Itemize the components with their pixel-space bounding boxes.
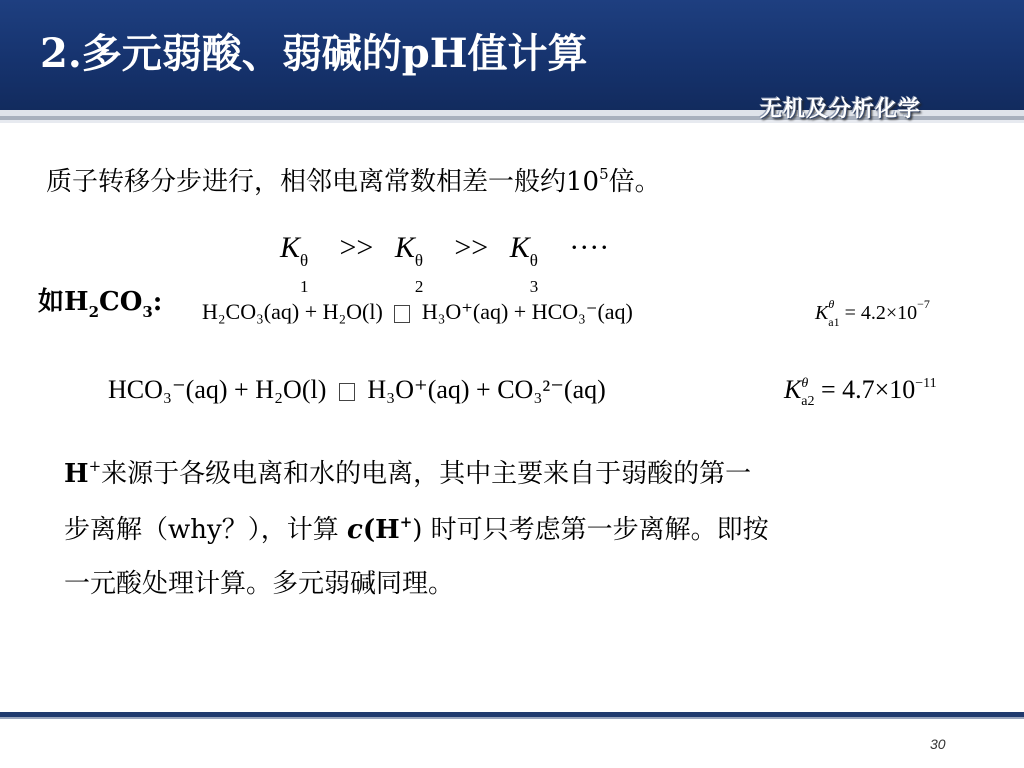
- eq1-k-theta: θ: [828, 297, 835, 311]
- gg-operator-1: >>: [339, 231, 374, 264]
- paragraph-line-1-text: 来源于各级电离和水的电离，其中主要来自于弱酸的第一: [101, 459, 752, 489]
- k1-sub: 1: [300, 277, 309, 296]
- eq1-k-value: = 4.2×10: [844, 302, 918, 324]
- equilibrium-arrow-icon: [394, 305, 410, 323]
- paragraph-line-2-plus: +: [399, 513, 413, 531]
- ellipsis: ····: [569, 231, 610, 264]
- eq2-k-symbol: K: [784, 375, 802, 404]
- equilibrium-arrow-icon: [339, 383, 355, 401]
- eq1-k-sub: a1: [828, 315, 840, 329]
- intro-text: 质子转移分步进行，相邻电离常数相差一般约10: [46, 167, 600, 197]
- example-label: [38, 286, 162, 321]
- k-relation: [280, 231, 610, 296]
- k1-symbol: K: [280, 231, 301, 264]
- equation-1: [202, 296, 633, 328]
- eq2-k-sub: a2: [801, 394, 815, 409]
- page-number: 30: [930, 736, 946, 752]
- concentration-c: c: [346, 515, 363, 545]
- k1-theta: θ: [300, 251, 309, 270]
- course-brand: 无机及分析化学: [760, 96, 922, 122]
- eq1-k-symbol: K: [815, 302, 829, 324]
- intro-suffix: 倍。: [608, 167, 661, 197]
- eq1-constant: [815, 297, 930, 331]
- intro-line: [46, 166, 661, 201]
- slide-title: 2.多元弱酸、弱碱的pH值计算: [40, 30, 588, 77]
- paragraph-line-3: 一元酸处理计算。多元弱碱同理。: [64, 569, 455, 599]
- k3-theta: θ: [529, 251, 538, 270]
- eq1-k-exponent: −7: [917, 297, 930, 311]
- k2-symbol: K: [394, 231, 415, 264]
- paragraph-line-2-a: 步离解（why？），计算: [64, 515, 347, 545]
- paragraph-line-1: [64, 458, 751, 493]
- k3-sub: 3: [529, 277, 539, 296]
- example-label-sub3: 3: [142, 303, 153, 321]
- eq2-k-theta: θ: [801, 376, 809, 391]
- intro-exponent: 5: [599, 165, 609, 183]
- k2-theta: θ: [414, 251, 424, 270]
- k2-sub: 2: [414, 277, 424, 296]
- h-symbol: H: [64, 459, 89, 489]
- paragraph-line-2-d: ) 时可只考虑第一步离解。即按: [412, 515, 769, 545]
- example-label-mid: CO: [99, 287, 143, 317]
- eq2-lhs: HCO₃⁻(aq) + H₂O(l): [108, 375, 327, 404]
- example-label-prefix: 如H: [38, 287, 89, 317]
- eq1-lhs: H₂CO₃(aq) + H₂O(l): [202, 299, 383, 324]
- paragraph-line-2: [64, 514, 769, 549]
- gg-operator-2: >>: [454, 231, 489, 264]
- equation-2: [108, 374, 606, 406]
- eq1-rhs: H₃O⁺(aq) + HCO₃⁻(aq): [421, 299, 633, 324]
- h-plus: +: [88, 457, 102, 475]
- eq2-k-exponent: −11: [915, 376, 937, 391]
- footer-line-shadow: [0, 717, 1024, 719]
- example-label-sub2: 2: [88, 303, 100, 321]
- eq2-rhs: H₃O⁺(aq) + CO₃²⁻(aq): [367, 375, 606, 404]
- eq2-constant: [784, 374, 937, 411]
- eq2-k-value: = 4.7×10: [820, 375, 916, 404]
- example-label-colon: :: [152, 287, 163, 317]
- k3-symbol: K: [509, 231, 530, 264]
- paragraph-line-2-b: (H: [362, 515, 400, 545]
